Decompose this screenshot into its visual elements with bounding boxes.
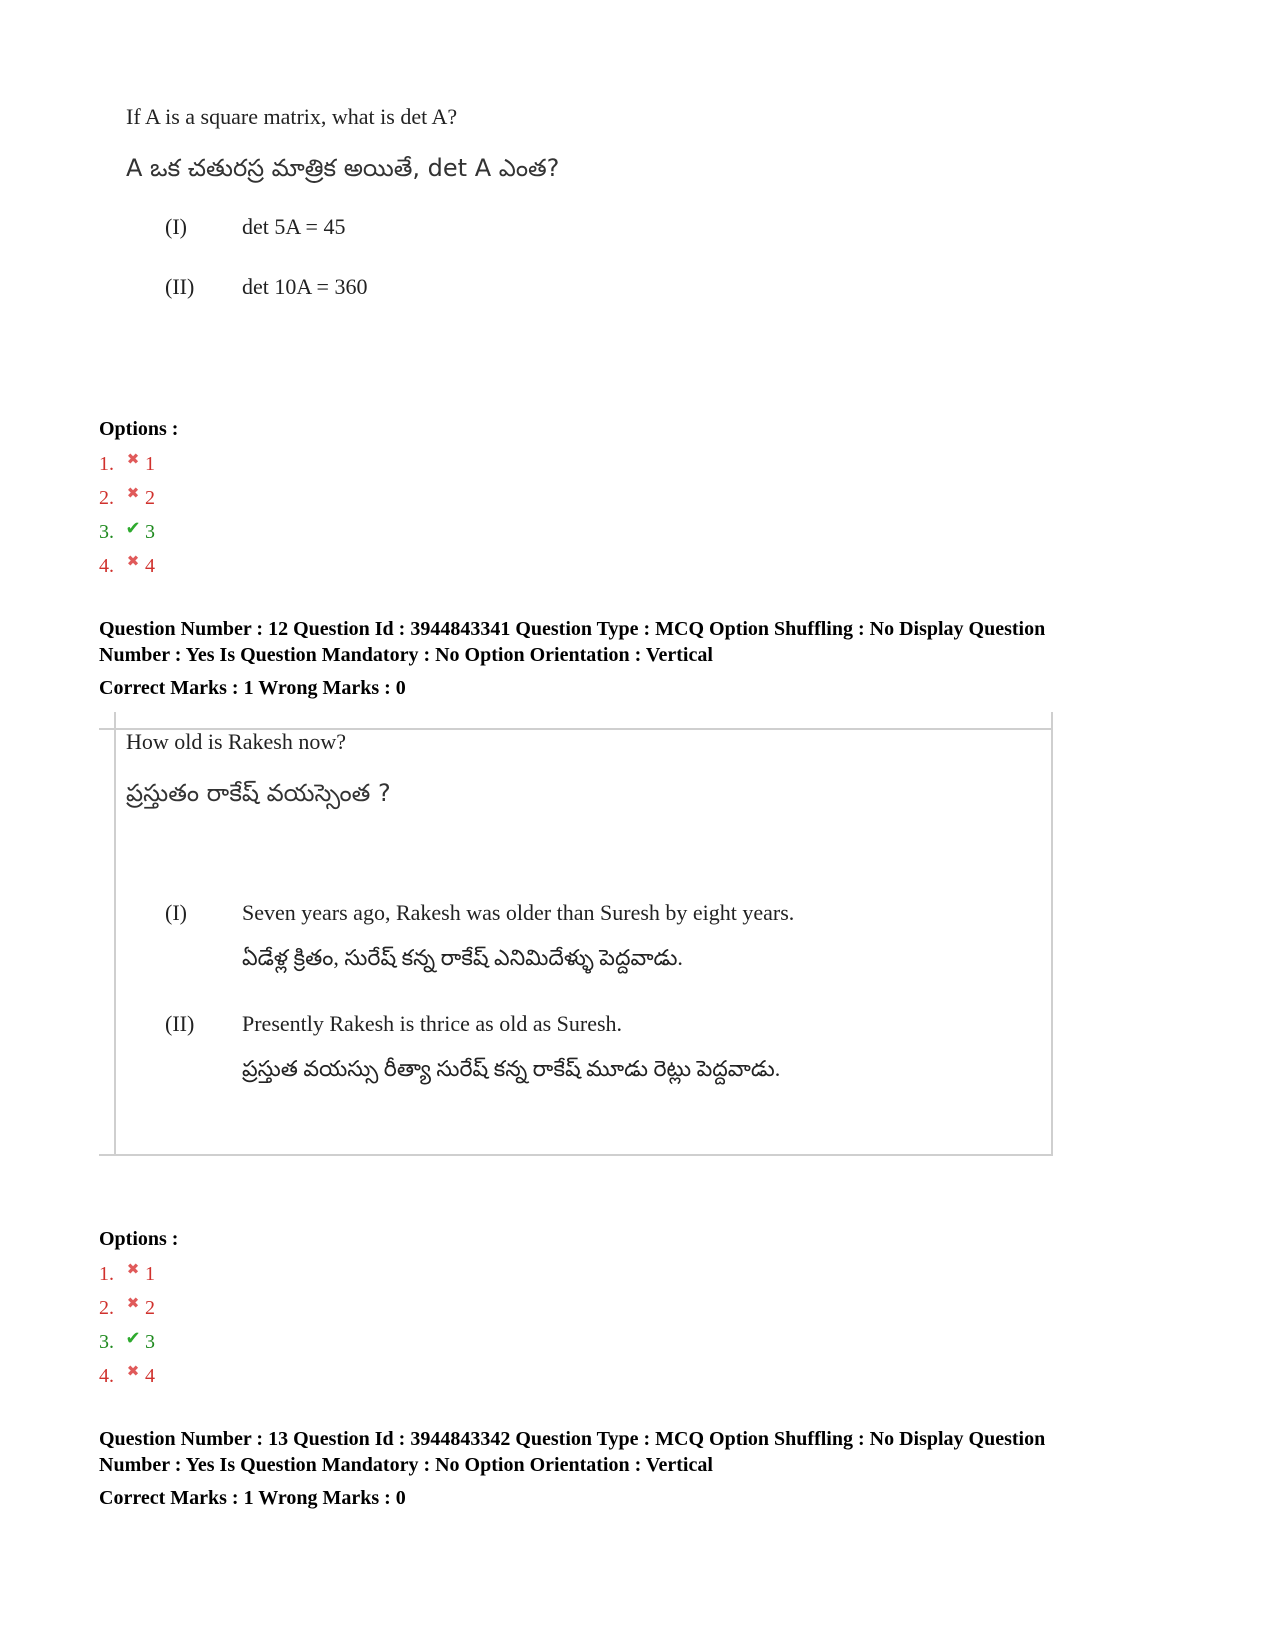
option-number: 1. [99, 1263, 114, 1285]
q11-option [99, 451, 155, 477]
q12-option [99, 1329, 155, 1355]
q12-meta-line1: Question Number : 12 Question Id : 3944843341 Question Type : MCQ Option Shuffling : No Display Question [99, 618, 1046, 640]
q12-question-te: ప్రస్తుతం రాకేష్ వయస్సెంత ? [126, 779, 391, 807]
cross-icon: ✖ [126, 1364, 140, 1380]
option-value: 1 [145, 1263, 155, 1285]
q13-meta-line2: Number : Yes Is Question Mandatory : No Option Orientation : Vertical [99, 1454, 713, 1476]
cross-icon: ✖ [126, 554, 140, 570]
q12-option [99, 1261, 155, 1287]
cross-icon: ✖ [126, 486, 140, 502]
option-value: 4 [145, 1365, 155, 1387]
q11-option [99, 485, 155, 511]
option-number: 3. [99, 1331, 114, 1353]
option-value: 3 [145, 1331, 155, 1353]
option-value: 3 [145, 521, 155, 543]
statement-text-en: Seven years ago, Rakesh was older than Suresh by eight years. [242, 900, 795, 925]
statement-text: det 5A = 45 [242, 214, 346, 239]
option-number: 2. [99, 1297, 114, 1319]
statement-text-en: Presently Rakesh is thrice as old as Suresh. [242, 1011, 623, 1036]
q11-question-en: If A is a square matrix, what is det A? [126, 104, 458, 129]
box-left-border [114, 712, 116, 1154]
q12-option [99, 1363, 155, 1389]
statement-number: (I) [165, 214, 187, 239]
q13-marks: Correct Marks : 1 Wrong Marks : 0 [99, 1487, 406, 1509]
option-number: 4. [99, 1365, 114, 1387]
check-icon: ✔ [125, 518, 141, 538]
option-value: 1 [145, 453, 155, 475]
q12-question-en: How old is Rakesh now? [126, 729, 346, 754]
statement-number: (II) [165, 1011, 195, 1036]
check-icon: ✔ [125, 1328, 141, 1348]
q12-marks: Correct Marks : 1 Wrong Marks : 0 [99, 677, 406, 699]
q11-option [99, 519, 155, 545]
option-number: 2. [99, 487, 114, 509]
statement-text: det 10A = 360 [242, 274, 368, 299]
q12-option [99, 1295, 155, 1321]
q13-meta [99, 1426, 1199, 1478]
cross-icon: ✖ [126, 452, 140, 468]
q12-meta [99, 616, 1199, 668]
cross-icon: ✖ [126, 1262, 140, 1278]
statement-text-te: ఏడేళ్ల క్రితం, సురేష్ కన్న రాకేష్ ఎనిమిదేళ్ళు పెద్దవాడు. [242, 945, 683, 970]
statement-number: (II) [165, 274, 195, 299]
q11-options-label: Options : [99, 418, 179, 440]
cross-icon: ✖ [126, 1296, 140, 1312]
statement-number: (I) [165, 900, 187, 925]
option-number: 4. [99, 555, 114, 577]
option-value: 2 [145, 1297, 155, 1319]
option-number: 3. [99, 521, 114, 543]
q11-option [99, 553, 155, 579]
q11-question-te: A ఒక చతురస్ర మాత్రిక అయితే, det A ఎంత? [126, 154, 560, 182]
q12-meta-line2: Number : Yes Is Question Mandatory : No Option Orientation : Vertical [99, 644, 713, 666]
option-value: 2 [145, 487, 155, 509]
statement-text-te: ప్రస్తుత వయస్సు రీత్యా సురేష్ కన్న రాకేష్ మూడు రెట్లు పెద్దవాడు. [242, 1056, 781, 1081]
option-value: 4 [145, 555, 155, 577]
q13-meta-line1: Question Number : 13 Question Id : 3944843342 Question Type : MCQ Option Shuffling : No Display Question [99, 1428, 1046, 1450]
q12-options-label: Options : [99, 1228, 179, 1250]
option-number: 1. [99, 453, 114, 475]
